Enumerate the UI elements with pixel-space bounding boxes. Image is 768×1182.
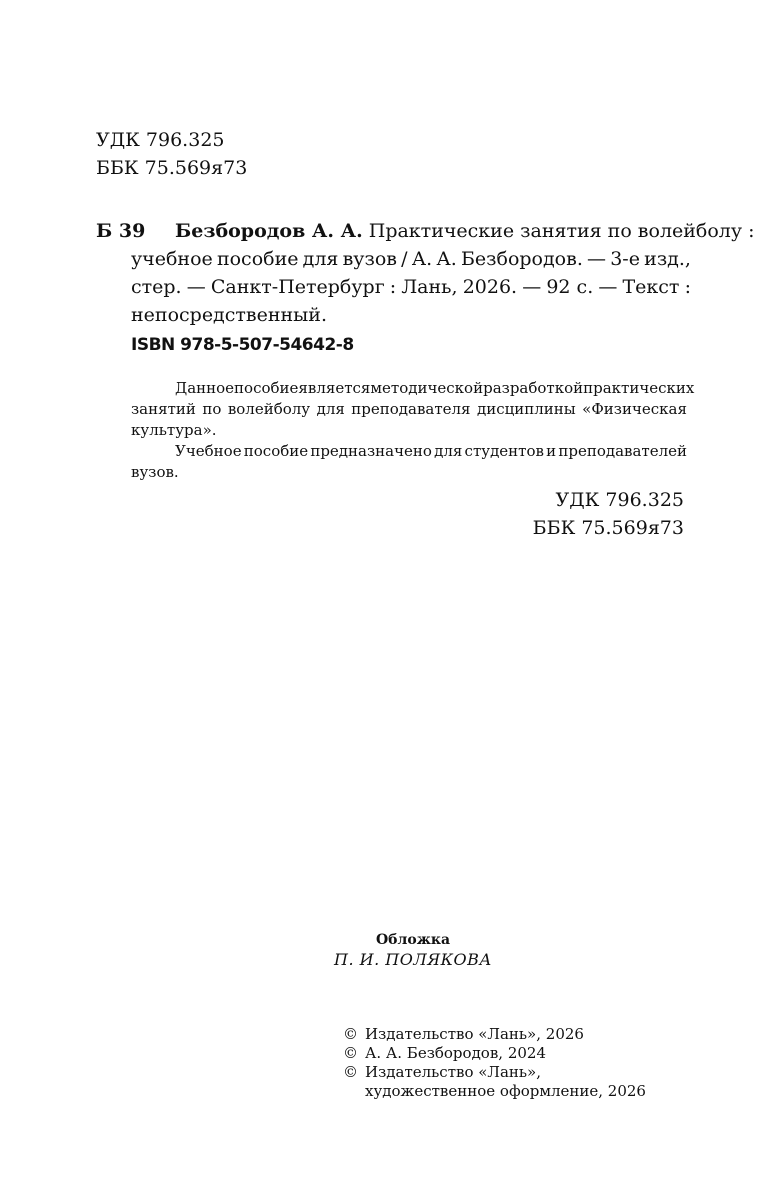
word: : (389, 276, 397, 298)
word: : (684, 276, 691, 298)
word: — (587, 248, 607, 270)
author-code: Б 39 (96, 220, 146, 242)
word: 2026. (462, 276, 518, 298)
word: предназначено (310, 442, 432, 460)
udk-code-bottom: УДК 796.325 (555, 489, 684, 511)
word: Учебное (175, 442, 242, 460)
isbn: ISBN 978-5-507-54642-8 (131, 335, 354, 355)
word: студентов (464, 442, 544, 460)
biblio-line-2 (131, 245, 691, 273)
word: Данное (175, 379, 235, 397)
word: — (522, 276, 542, 298)
word: по (202, 400, 222, 418)
word: 3-е (610, 248, 640, 270)
copyright-symbol: © (343, 1025, 358, 1043)
word: разработкой (483, 379, 584, 397)
word: пособие (216, 248, 299, 270)
word: занятий (131, 400, 196, 418)
copyright-block (343, 1025, 646, 1101)
bbk-code: ББК 75.569я73 (96, 157, 248, 179)
annotation-p1-line-1 (131, 378, 695, 399)
word: и (546, 442, 557, 460)
word: преподавателя (351, 400, 471, 418)
copyright-line-4 (343, 1082, 646, 1101)
biblio-line-4: непосредственный. (131, 304, 328, 326)
annotation-p2-line-2: вузов. (131, 463, 179, 481)
copyright-symbol: © (343, 1044, 358, 1062)
cover-label: Обложка (375, 932, 451, 948)
copyright-line-3 (343, 1063, 646, 1082)
classification-bottom (533, 486, 684, 542)
word: Текст (622, 276, 680, 298)
word: для (302, 248, 339, 270)
word: волейболу (227, 400, 311, 418)
annotation-p2-line-1 (131, 441, 687, 462)
annotation-p1-line-3: культура». (131, 421, 217, 439)
author-name: Безбородов А. А. (175, 220, 363, 242)
copyright-symbol: © (343, 1063, 358, 1081)
classification-top (96, 126, 247, 182)
word: Безбородов. (460, 248, 583, 270)
word: пособие (234, 379, 299, 397)
word: «Физическая (582, 400, 687, 418)
copyright-line-1 (343, 1025, 646, 1044)
copyright-text-4: художественное оформление, 2026 (365, 1082, 646, 1100)
copyright-line-2 (343, 1044, 646, 1063)
word: дисциплины (476, 400, 576, 418)
annotation (131, 378, 695, 483)
biblio-line-3 (131, 273, 691, 301)
word: для (316, 400, 345, 418)
annotation-p1-line-2 (131, 399, 687, 420)
word: учебное (131, 248, 213, 270)
word: для (434, 442, 463, 460)
word: Лань, (401, 276, 458, 298)
word: стер. (131, 276, 182, 298)
copyright-text-1: Издательство «Лань», 2026 (365, 1025, 584, 1043)
word: является (298, 379, 371, 397)
word: 92 с. (546, 276, 594, 298)
word: пособие (243, 442, 309, 460)
copyright-text-2: А. А. Безбородов, 2024 (365, 1044, 546, 1062)
word: / (401, 248, 408, 270)
word: А. (411, 248, 433, 270)
word: вузов (342, 248, 397, 270)
copyright-text-3: Издательство «Лань», (365, 1063, 542, 1081)
word: преподавателей (558, 442, 687, 460)
bibliographic-record (131, 217, 755, 329)
word: — (598, 276, 618, 298)
biblio-line-1 (131, 217, 755, 245)
word: — (186, 276, 206, 298)
word: изд., (644, 248, 691, 270)
word: практических (583, 379, 695, 397)
bbk-code-bottom: ББК 75.569я73 (532, 517, 684, 539)
word: А. (436, 248, 457, 270)
book-title: Практические занятия по волейболу : (368, 220, 755, 242)
word: Санкт-Петербург (210, 276, 385, 298)
word: методической (370, 379, 484, 397)
cover-designer: П. И. ПОЛЯКОВА (334, 950, 492, 969)
udk-code: УДК 796.325 (96, 129, 225, 151)
